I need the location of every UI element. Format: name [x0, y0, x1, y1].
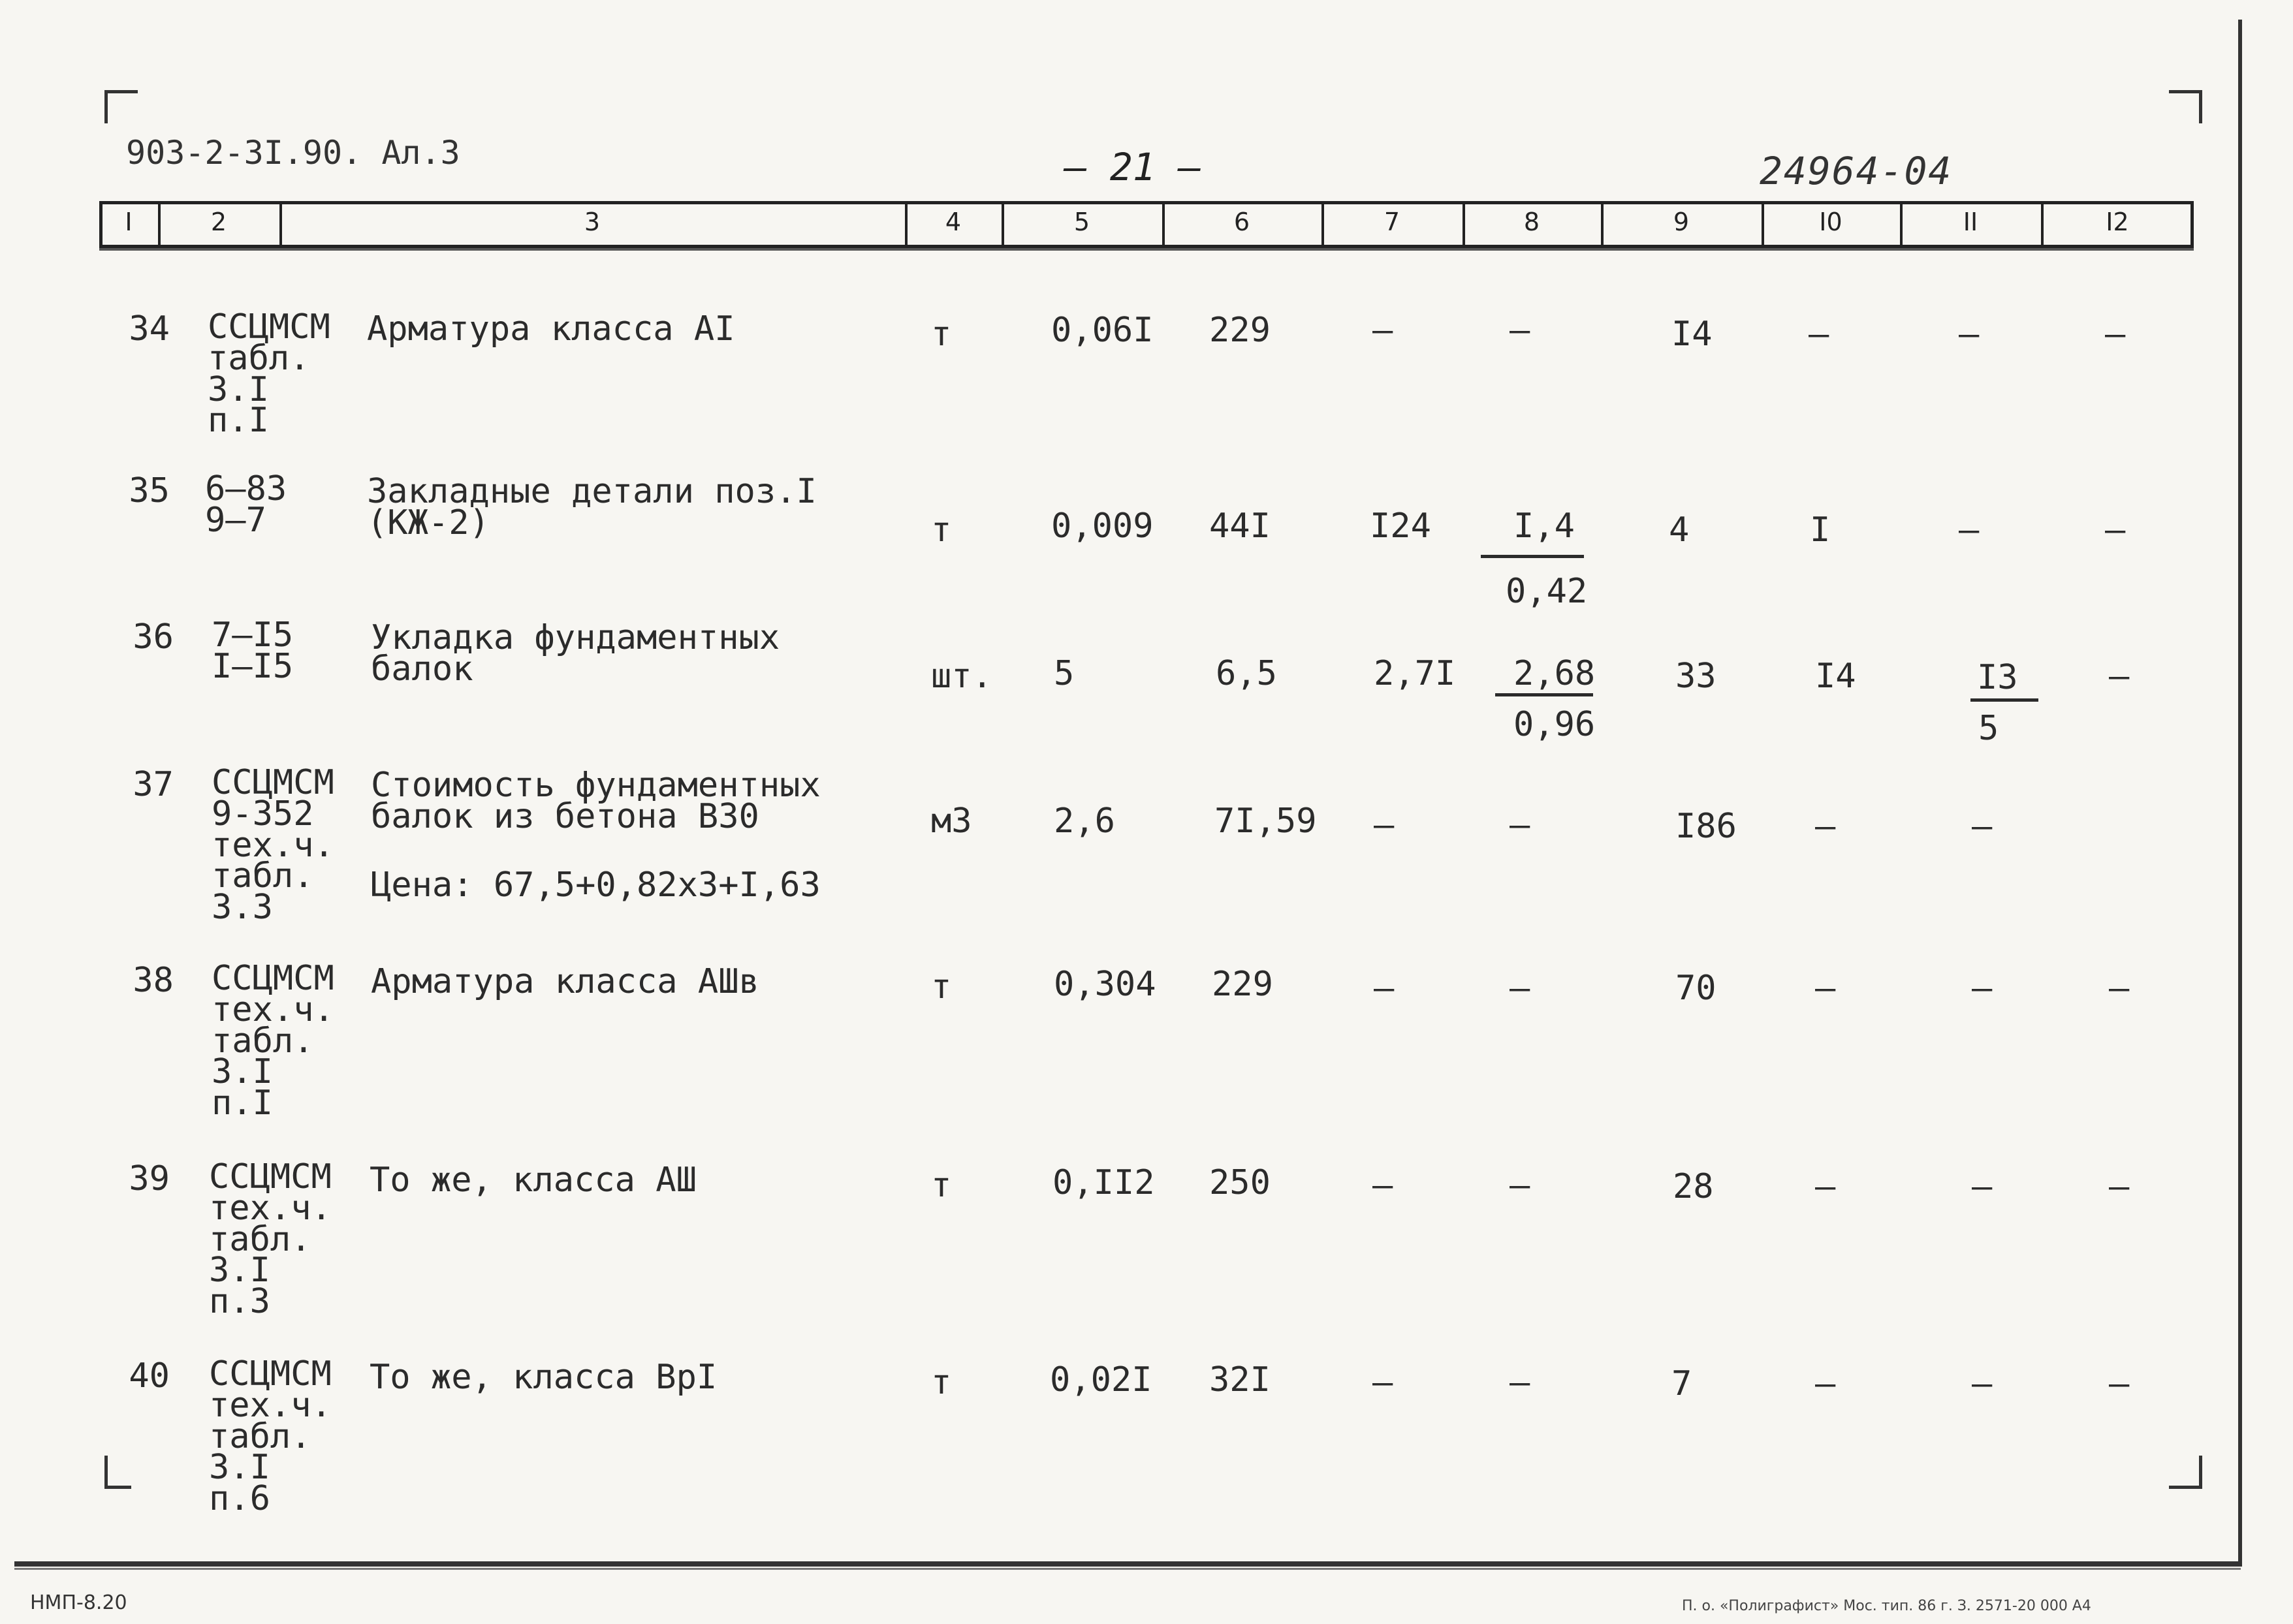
corner-mark-top-right [2169, 90, 2202, 123]
row-col6: 7I,59 [1214, 802, 1317, 841]
row-reference: 6–83 9–7 [205, 469, 287, 540]
row-price-formula: Цена: 67,5+0,82х3+I,63 [371, 866, 821, 905]
row-unit: т [931, 510, 952, 550]
row-col8-numerator: I,4 [1513, 507, 1575, 546]
row-unit: м3 [931, 802, 972, 841]
column-header-9: 9 [1673, 208, 1690, 236]
row-col10: I4 [1815, 657, 1856, 696]
row-number: 36 [133, 617, 174, 657]
row-col11: – [1959, 510, 1980, 550]
row-col9: 33 [1675, 657, 1716, 696]
row-name: Арматура класса АI [367, 309, 735, 349]
page-edge-right [2238, 20, 2242, 1567]
row-reference: ССЦМСМ табл. 3.I п.I [208, 307, 330, 441]
column-header-4: 4 [945, 208, 962, 236]
row-col7: – [1372, 1166, 1393, 1205]
column-header-6: 6 [1233, 208, 1250, 236]
row-unit: т [931, 315, 952, 354]
footer-printer-imprint: П. о. «Полиграфист» Мос. тип. 86 г. З. 2571-20 000 А4 [1682, 1598, 2091, 1614]
row-col10: – [1815, 969, 1836, 1008]
row-reference: ССЦМСМ тех.ч. табл. 3.I п.6 [209, 1354, 332, 1519]
row-col6: 250 [1209, 1163, 1271, 1202]
row-col8-denominator: 0,42 [1506, 572, 1588, 611]
row-col9: 4 [1669, 510, 1690, 550]
row-number: 34 [129, 309, 170, 349]
document-number: 24964-04 [1760, 149, 1953, 193]
document-code: 903-2-3I.90. Ал.3 [126, 134, 460, 172]
row-col10: I [1810, 510, 1831, 550]
row-col8-numerator: 2,68 [1513, 654, 1596, 693]
row-col11-denominator: 5 [1978, 709, 1999, 748]
row-col6: 44I [1209, 507, 1271, 546]
row-col8-denominator: 0,96 [1513, 705, 1596, 744]
row-col11: – [1972, 807, 1993, 846]
row-col9: I86 [1675, 807, 1737, 846]
row-quantity: 0,304 [1054, 965, 1156, 1004]
row-col6: 229 [1212, 965, 1273, 1004]
column-header-underline [99, 248, 2194, 251]
row-quantity: 5 [1054, 654, 1075, 693]
row-col7: – [1372, 1363, 1393, 1402]
row-col8: – [1510, 1363, 1530, 1402]
row-col8: – [1510, 311, 1530, 350]
row-col12: – [2105, 510, 2126, 550]
row-col11-numerator: I3 [1977, 658, 2018, 697]
column-header-11: II [1963, 208, 1978, 236]
corner-mark-bottom-left [104, 1456, 131, 1489]
row-col6: 229 [1209, 311, 1271, 350]
row-number: 39 [129, 1159, 170, 1198]
row-col7: 2,7I [1374, 654, 1456, 693]
row-col9: 28 [1673, 1167, 1714, 1206]
corner-mark-bottom-right [2169, 1456, 2202, 1489]
row-col11: – [1972, 969, 1993, 1008]
row-col9: 7 [1671, 1364, 1692, 1403]
row-quantity: 0,II2 [1052, 1163, 1155, 1202]
row-col7: – [1374, 969, 1395, 1008]
row-quantity: 0,009 [1051, 507, 1154, 546]
row-unit: шт. [931, 657, 992, 696]
row-col6: 6,5 [1216, 654, 1277, 693]
row-unit: т [931, 1363, 952, 1402]
row-col10: – [1815, 807, 1836, 846]
row-col9: 70 [1675, 969, 1716, 1008]
column-header-12: I2 [2106, 208, 2129, 236]
row-col8: – [1510, 805, 1530, 845]
row-number: 40 [129, 1356, 170, 1396]
row-col11: – [1972, 1167, 1993, 1206]
row-name: Стоимость фундаментных балок из бетона В30 [371, 766, 821, 836]
row-quantity: 0,02I [1050, 1360, 1152, 1399]
row-quantity: 0,06I [1051, 311, 1154, 350]
column-header-7: 7 [1384, 208, 1400, 236]
column-header-1: I [125, 208, 133, 236]
column-header-3: 3 [584, 208, 601, 236]
page-bottom-rule-thin [14, 1568, 2241, 1570]
row-reference: 7–I5 I–I5 [212, 616, 294, 686]
row-quantity: 2,6 [1054, 802, 1115, 841]
fraction-bar [1481, 555, 1584, 558]
row-name: То же, класса ВрI [370, 1358, 718, 1397]
row-col7: I24 [1370, 507, 1431, 546]
row-name: То же, класса АШ [370, 1161, 697, 1200]
row-number: 37 [133, 765, 174, 804]
row-col12: – [2109, 1167, 2130, 1206]
row-name: Арматура класса АШв [371, 962, 759, 1001]
row-col7: – [1374, 805, 1395, 845]
row-col12: – [2109, 1364, 2130, 1403]
row-reference: ССЦМСМ 9-352 тех.ч. табл. 3.3 [212, 763, 334, 928]
corner-mark-top-left [104, 90, 138, 123]
row-col10: – [1815, 1364, 1836, 1403]
footer-form-code: НМП-8.20 [30, 1591, 127, 1614]
fraction-bar [1495, 693, 1593, 696]
row-col9: I4 [1671, 315, 1713, 354]
row-name: Укладка фундаментных балок [371, 618, 780, 689]
row-number: 35 [129, 471, 170, 510]
page-bottom-rule [14, 1561, 2241, 1567]
row-col11: – [1972, 1364, 1993, 1403]
row-col10: – [1809, 315, 1829, 354]
fraction-bar [1970, 698, 2038, 702]
column-header-8: 8 [1523, 208, 1540, 236]
row-col12: – [2109, 969, 2130, 1008]
page-number: — 21 — [1064, 145, 1201, 189]
column-header-2: 2 [210, 208, 227, 236]
column-header-10: I0 [1819, 208, 1842, 236]
row-col10: – [1815, 1167, 1836, 1206]
row-unit: т [931, 1166, 952, 1205]
row-reference: ССЦМСМ тех.ч. табл. 3.I п.3 [209, 1157, 332, 1322]
row-col12: – [2109, 657, 2130, 696]
row-col11: – [1959, 315, 1980, 354]
row-col12: – [2105, 315, 2126, 354]
row-name: Закладные детали поз.I (КЖ-2) [367, 472, 817, 542]
row-reference: ССЦМСМ тех.ч. табл. 3.I п.I [212, 959, 334, 1123]
row-col8: – [1510, 1166, 1530, 1205]
row-col8: – [1510, 969, 1530, 1008]
row-number: 38 [133, 961, 174, 1000]
row-col6: 32I [1209, 1360, 1271, 1399]
row-unit: т [931, 967, 952, 1007]
row-col7: – [1372, 311, 1393, 350]
column-header-5: 5 [1073, 208, 1090, 236]
